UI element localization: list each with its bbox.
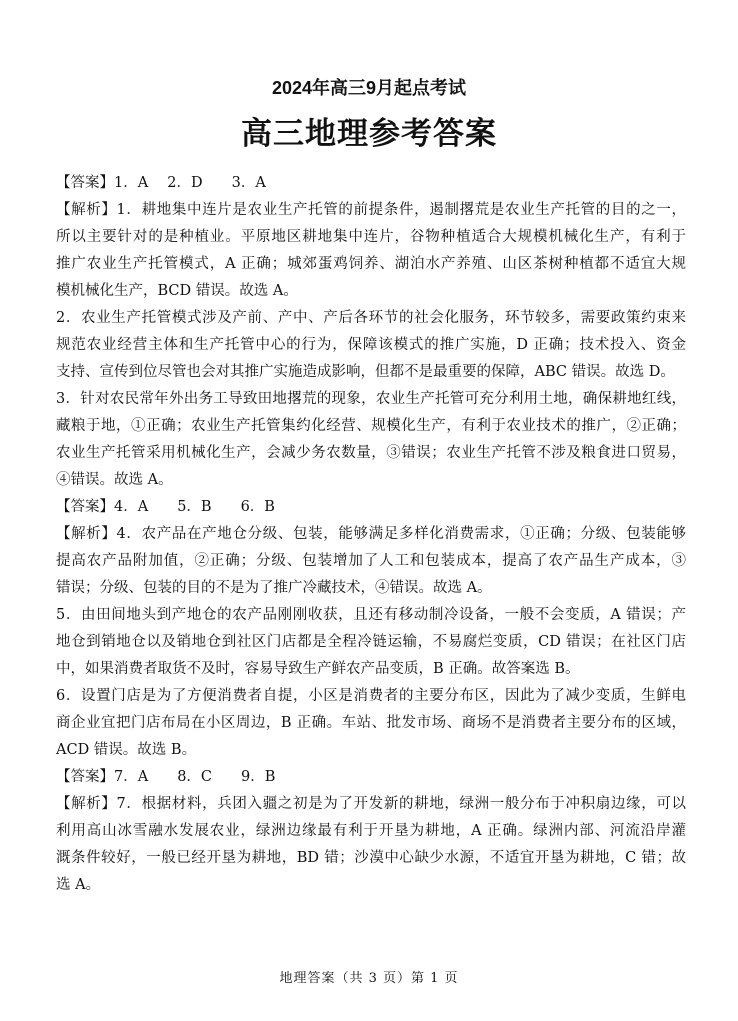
paragraph-line: 中，如果消费者取货不及时，容易导致生产鲜农产品变质，B 正确。故答案选 B。 <box>56 661 580 677</box>
paragraph-line: 【解析】1．耕地集中连片是农业生产托管的前提条件，遏制撂荒是农业生产托管的目的之一， <box>56 202 686 218</box>
page-title: 高三地理参考答案 <box>241 116 497 152</box>
answer-key-line: 【答案】4．A 5．B 6．B <box>56 499 275 515</box>
explanation-paragraph <box>56 386 686 494</box>
page-footer: 地理答案（共 3 页）第 1 页 <box>279 971 459 986</box>
paragraph-line: ④错误。故选 A。 <box>56 472 173 488</box>
paragraph-line: 地仓到销地仓以及销地仓到社区门店都是全程冷链运输，不易腐烂变质，CD 错误；在社区门店 <box>56 634 686 650</box>
paragraph-line: 所以主要针对的是种植业。平原地区耕地集中连片，谷物种植适合大规模机械化生产，有利于 <box>56 229 686 245</box>
answer-key-line: 【答案】7．A 8．C 9．B <box>56 769 276 785</box>
answer-key-block <box>56 170 686 197</box>
paragraph-line: 利用高山冰雪融水发展农业，绿洲边缘最有利于开垦为耕地，A 正确。绿洲内部、河流沿岸灌 <box>56 823 686 839</box>
paragraph-line: 藏粮于地，①正确；农业生产托管集约化经营、规模化生产，有利于农业技术的推广，②正确； <box>56 418 686 434</box>
exam-subtitle: 2024年高三9月起点考试 <box>271 78 467 98</box>
answer-key-block <box>56 494 686 521</box>
paragraph-line: 规范农业经营主体和生产托管中心的行为，保障该模式的推广实施，D 正确；技术投入、资金 <box>56 337 686 353</box>
answer-key-line: 【答案】1．A 2．D 3．A <box>56 175 266 191</box>
explanation-paragraph <box>56 305 686 386</box>
paragraph-line: ACD 错误。故选 B。 <box>56 742 197 758</box>
paragraph-line: 商企业宜把门店布局在小区周边，B 正确。车站、批发市场、商场不是消费者主要分布的区域， <box>56 715 686 731</box>
answer-body <box>56 170 686 899</box>
paragraph-line: 选 A。 <box>56 877 101 893</box>
answer-key-block <box>56 764 686 791</box>
paragraph-line: 6．设置门店是为了方便消费者自提，小区是消费者的主要分布区，因此为了减少变质，生鲜电 <box>56 688 686 704</box>
paragraph-line: 【解析】4．农产品在产地仓分级、包装，能够满足多样化消费需求，①正确；分级、包装能够 <box>56 526 686 542</box>
paragraph-line: 支持、宣传到位尽管也会对其推广实施造成影响，但都不是最重要的保障，ABC 错误。故选 D。 <box>56 364 675 380</box>
paragraph-line: 模机械化生产，BCD 错误。故选 A。 <box>56 283 298 299</box>
paragraph-line: 3．针对农民常年外出务工导致田地撂荒的现象，农业生产托管可充分利用土地，确保耕地红线， <box>56 391 686 407</box>
paragraph-line: 农业生产托管采用机械化生产，会减少务农数量，③错误；农业生产托管不涉及粮食进口贸易， <box>56 445 686 461</box>
explanation-paragraph <box>56 521 686 602</box>
paragraph-line: 提高农产品附加值，②正确；分级、包装增加了人工和包装成本，提高了农产品生产成本，③ <box>56 553 686 569</box>
explanation-paragraph <box>56 683 686 764</box>
paragraph-line: 【解析】7．根据材料，兵团入疆之初是为了开发新的耕地，绿洲一般分布于冲积扇边缘，可以 <box>56 796 686 812</box>
paragraph-line: 5．由田间地头到产地仓的农产品刚刚收获，且还有移动制冷设备，一般不会变质，A 错误；产 <box>56 607 686 623</box>
explanation-paragraph <box>56 197 686 305</box>
paragraph-line: 错误；分级、包装的目的不是为了推广冷藏技术，④错误。故选 A。 <box>56 580 492 596</box>
paragraph-line: 溉条件较好，一般已经开垦为耕地，BD 错；沙漠中心缺少水源，不适宜开垦为耕地，C 错；故 <box>56 850 686 866</box>
explanation-paragraph <box>56 602 686 683</box>
paragraph-line: 2．农业生产托管模式涉及产前、产中、产后各环节的社会化服务，环节较多，需要政策约束来 <box>56 310 686 326</box>
paragraph-line: 推广农业生产托管模式，A 正确；城郊蛋鸡饲养、湖泊水产养殖、山区茶树种植都不适宜大规 <box>56 256 686 272</box>
explanation-paragraph <box>56 791 686 899</box>
